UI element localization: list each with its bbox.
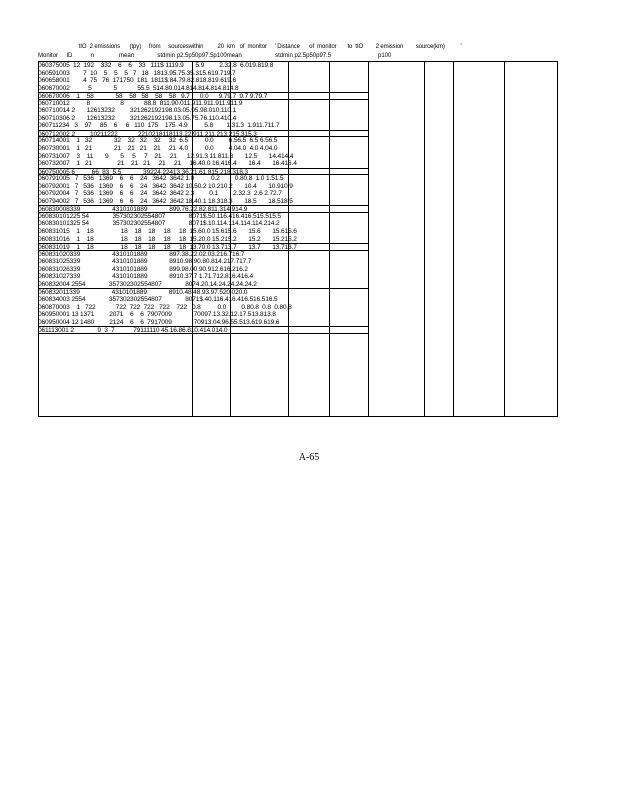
grid-line [424, 62, 425, 416]
table-row: 060831016 1 18 18 18 18 18 18 15.20.0 15.215.2 15.2 15.215.2 [38, 235, 297, 243]
table-row: 061113001 2 9 3 7 79111110 45.16.86.810.414.014.0 [38, 326, 368, 334]
table-row: 060712002 2 10211222 2210218118113.22.911.211.213.215.315.3 [38, 130, 368, 138]
table-row: 060831015 1 18 18 18 18 18 18 15.60.0 15.615.6 15.6 15.615.6 [38, 228, 297, 236]
table-row: 060870003 1 722 722 722 722 722 722 0.8 0.0 0.80.8 0.8 0.80.8 [38, 303, 292, 311]
table-row: 060831026339 4310101889 899.98.00.90.912.616.216.2 [38, 265, 248, 273]
table-row: 060710306 2 12613232 321262192198.13.05.75.76.110.410.4 [38, 114, 237, 122]
table-row: 060714001 1 32 32 32 32 32 32 6.5 0.0 6.56.5 6.5 6.56.5 [38, 137, 278, 145]
table-row: 060830008339 4310101889 899.76.22.82.811.314.914.9 [38, 205, 368, 213]
grid-line [453, 62, 454, 416]
table-row: 060831019 1 18 18 18 18 18 18 13.70.0 13.713.7 13.7 13.713.7 [38, 243, 368, 251]
table-row: 060670006 1 58 58 58 58 58 58 9.7 0.0 9.79.7 9.7 9.79.7 [38, 92, 368, 100]
table-row: 060831020339 4310101889 897.38.22.02.03.216.716.7 [38, 250, 245, 258]
table-row: 060950004 12 1480 2124 6 6 7917009 70913.04.96.55.513.619.619.6 [38, 318, 280, 326]
table-row: 060831027339 4310101889 8910.37.7 1.71.712.816.416.4 [38, 273, 253, 281]
table-row: 060832011339 4310101889 8910.48.48.93.97.520.020.0 [38, 288, 368, 296]
table-row: 060792001 7 536 1369 6 6 24 3642 3642 10.50.2 10.210.2 10.4 10.910.9 [38, 182, 293, 190]
table-row: 060750005 6 66 83 5.5 39224 22413.36.21.61.815.218.318.3 [38, 168, 368, 176]
table-row: 060658001 4 75 76 171750 181 1811$.84.79.82.818.819.619.6 [38, 77, 236, 85]
table-row: 060670002 5 5 55.5 514.80.014.814.814.814.814.8 [38, 84, 239, 92]
table-row: 060950001 13 1371 2071 6 6 7907009 70097.13.32.12.17.513.813.8 [38, 311, 276, 319]
table-row: 060831025339 4310101889 8910.98.90.80.814.217.717.7 [38, 258, 252, 266]
grid-line [504, 62, 505, 416]
grid-line [557, 62, 558, 416]
table-row: 060710012 8 8 88.8 811.90.011.911.911.911.911.9 [38, 99, 243, 107]
table-row: 060834003 2554 357302302554807 8071$.40.116.416.416.516.516.5 [38, 295, 278, 303]
table-body [38, 62, 368, 334]
table-row: 060730001 1 21 21 21 21 21 21 4.0 0.0 4.04.0 4.0 4.04.0 [38, 145, 278, 153]
table-row: 060830101225 54 357302302554807 8071$.50.116.416.416.515.515.5 [38, 212, 281, 220]
table-row: 060832004 2554 357302302554807 8074.20.14.24.24.24.24.2 [38, 280, 257, 288]
table-row: 060794002 7 536 1369 6 6 24 3642 3642 18.40.1 18.318.3 18.5 18.518.5 [38, 197, 293, 205]
page-number: A-65 [298, 452, 320, 463]
table-row: 060711234 3 97 85 6 6 110 175 175 4.9 5.8 1.31.3 1.911.711.7 [38, 122, 280, 130]
table-row: 060830101325 54 357302302554807 8071$.10.114.114.114.114.214.2 [38, 220, 280, 228]
table-row: 060710014 2 12613232 321262192198.03.05.95.98.010.110.1 [38, 107, 237, 115]
table-row: 060792004 7 536 1369 6 6 24 3642 3642 2.3 0.1 2.32.3 2.6 2.72.7 [38, 190, 282, 198]
table-row: 060791005 7 536 1369 6 6 24 3642 3642 1.0 0.2 0.80.8 1.0 1.51.5 [38, 175, 284, 183]
table-row: 060732007 1 21 21 21 21 21 21 16.40.0 16.416.4 16.4 16.416.4 [38, 160, 297, 168]
table-header-group-row: tIO 2 emissions (tpy) from sourceswithin 20 km of monitor ' Distance of monitor to tIO 2 emission source(km) ' [38, 44, 462, 50]
table-row: 060591003 7 10 5 5 5 7 18 1813.95.75.35.315.619.719.7 [38, 69, 236, 77]
table-header-p100: p100 [378, 53, 392, 59]
table-bottom-rule [38, 416, 558, 417]
table-row: 060375005 12 192 332 6 6 33 111$ 1119.9 5.9 2.32.8 6.019.819.8 [38, 62, 274, 69]
table-row: 060731007 3 11 9 5 5 7 21 21 12.91.3 11.811.8 12.5 14.414.4 [38, 152, 294, 160]
grid-line [368, 62, 369, 416]
table-header-column-row: Monitor ID n mean stdmin p2.5p50p97.5p100mean stdmin p2.5p50p97.5 [38, 53, 332, 59]
